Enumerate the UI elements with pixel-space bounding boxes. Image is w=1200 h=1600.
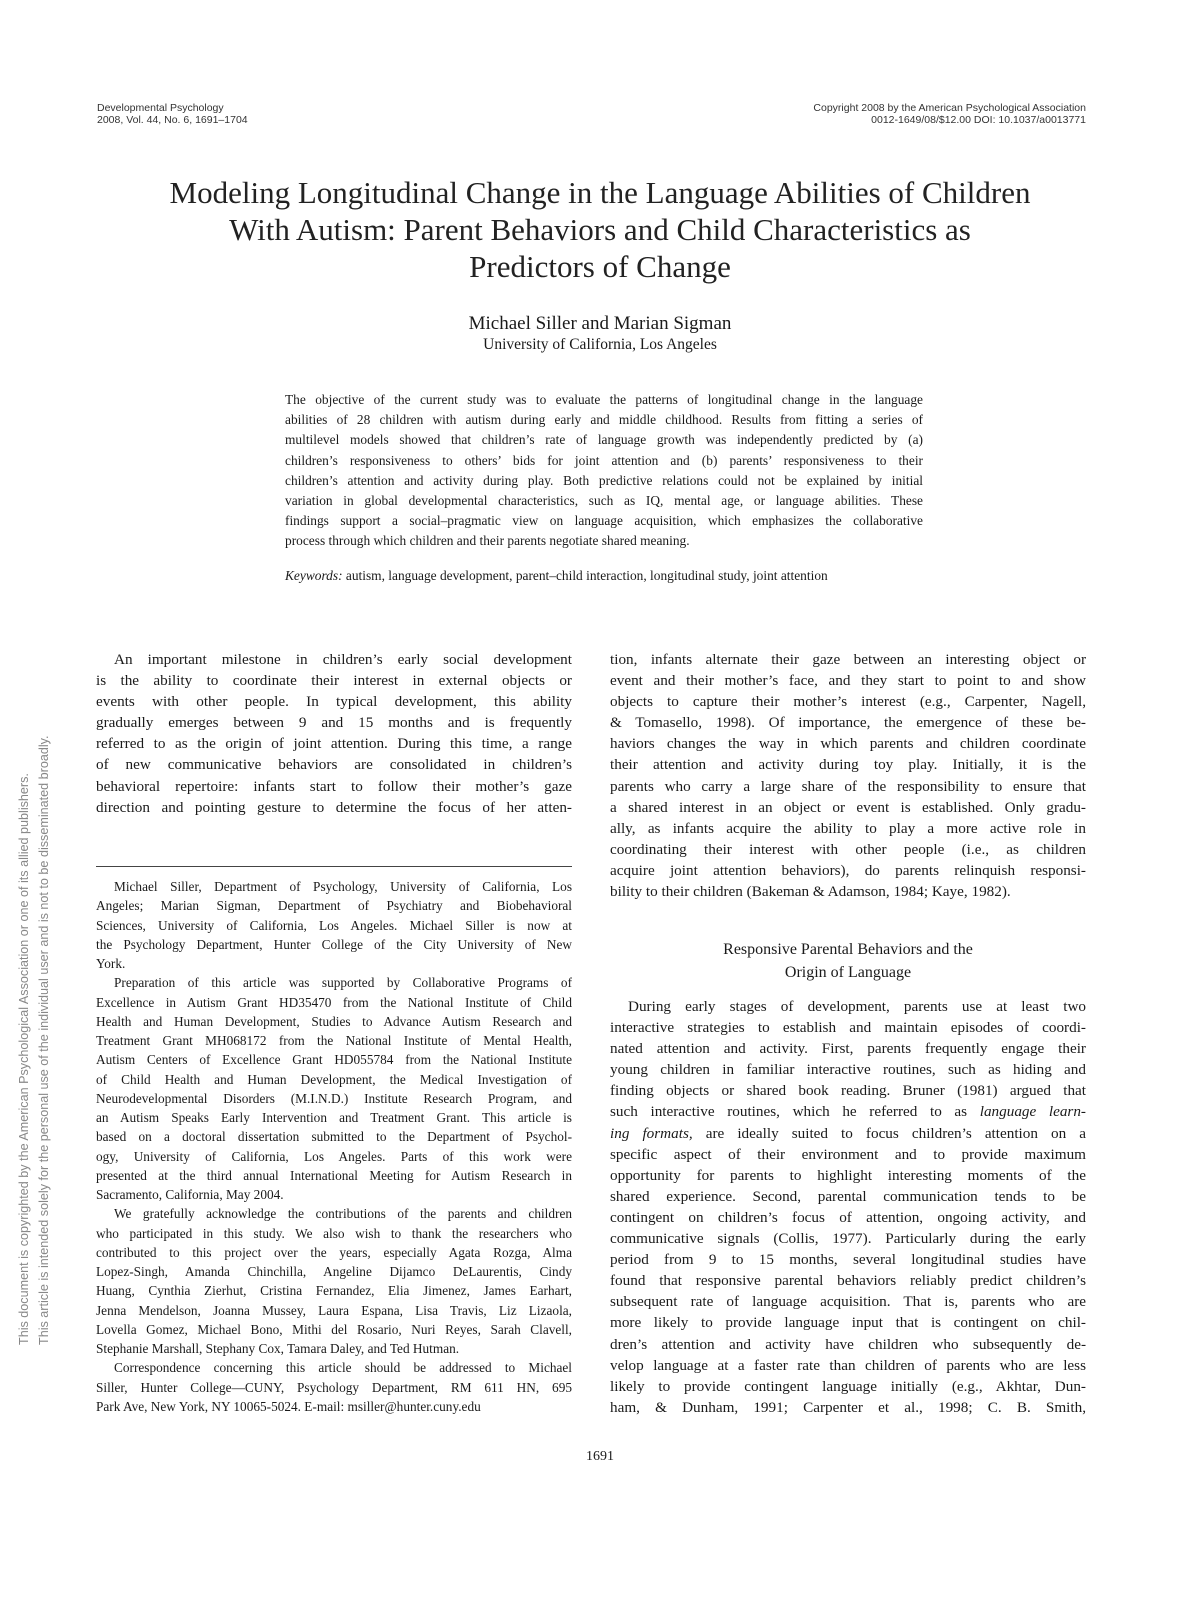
side-notice-line: This article is intended solely for the personal use of the individual user and is not to be disseminated broadly. [37,735,51,1345]
footnote-line: the Psychology Department, Hunter College of the City University of New [96,936,572,952]
title-line: With Autism: Parent Behaviors and Child Characteristics as [229,212,971,247]
footnote-line: Siller, Hunter College—CUNY, Psychology Department, RM 611 HN, 695 [96,1379,572,1395]
footnote-line: Neurodevelopmental Disorders (M.I.N.D.) Institute Research Program, and [96,1090,572,1106]
copyright-line: Copyright 2008 by the American Psychological Association [813,102,1086,114]
body-line: period from 9 to 15 months, several longitudinal studies have [610,1251,1086,1269]
body-line: young children in familiar interactive routines, such as hiding and [610,1061,1086,1079]
body-line: contingent on children’s focus of attention, ongoing activity, and [610,1208,1086,1226]
volume-info: 2008, Vol. 44, No. 6, 1691–1704 [97,114,248,126]
body-line: their attention and activity during toy play. Initially, it is the [610,756,1086,774]
body-line: events with other people. In typical development, this ability [96,693,572,711]
footnote-line: Sciences, University of California, Los Angeles. Michael Siller is now at [96,917,572,933]
body-line [610,1123,1086,1144]
body-line: finding objects or shared book reading. Bruner (1981) argued that [610,1082,1086,1100]
author-notes [96,877,572,1416]
body-text: such interactive routines, which he referred to as [610,1103,968,1121]
left-column-intro [96,649,572,818]
body-line: haviors changes the way in which parents and children coordinate [610,735,1086,753]
footnote-line: Jenna Mendelson, Joanna Mussey, Laura Espana, Lisa Travis, Liz Lizaola, [96,1302,572,1318]
body-line: nated attention and activity. First, parents frequently engage their [610,1040,1086,1058]
footnote-line: Treatment Grant MH068172 from the National Institute of Mental Health, [96,1033,572,1048]
keywords-label: Keywords: [285,568,343,583]
body-line: shared experience. Second, parental communication tends to be [610,1187,1086,1205]
body-line: specific aspect of their environment and to provide maximum [610,1145,1086,1163]
body-line: During early stages of development, parents use at least two [628,998,1086,1015]
body-line [610,1101,1086,1122]
footnote-line: contributed to this project over the years, especially Agata Rozga, Alma [96,1244,572,1260]
footnote-divider [96,866,572,867]
abstract [285,390,923,552]
title-line: Modeling Longitudinal Change in the Language Abilities of Children [169,175,1031,210]
body-line: coordinating their interest with other people (i.e., as children [610,840,1086,858]
section-body [610,996,1086,1418]
footnote-line: Lovella Gomez, Michael Bono, Mithi del Rosario, Nuri Reyes, Sarah Clavell, [96,1321,572,1337]
body-line: parents who carry a large share of the responsibility to ensure that [610,777,1086,795]
page-number: 1691 [586,1449,614,1464]
body-line: a shared interest in an object or event is established. Only gradu- [610,798,1086,816]
body-line: direction and pointing gesture to determine the focus of her atten- [96,798,572,816]
abstract-line: abilities of 28 children with autism during early and middle childhood. Results from fitting a series of [285,412,923,428]
body-line: tion, infants alternate their gaze between an interesting object or [610,651,1086,668]
body-line: likely to provide contingent language initially (e.g., Akhtar, Dun- [610,1377,1086,1395]
body-line: acquire joint attention behaviors), do parents relinquish responsi- [610,861,1086,879]
author-affiliation: University of California, Los Angeles [483,336,717,353]
body-line: subsequent rate of language acquisition. That is, parents who are [610,1293,1086,1311]
right-column-intro [610,649,1086,902]
abstract-line: children’s attention and activity during play. Both predictive relations could not be explained by initial [285,472,923,488]
copyright-header [813,102,1086,126]
author-names: Michael Siller and Marian Sigman [468,313,732,334]
italic-term: ing formats, [610,1124,693,1142]
body-line: behavioral repertoire: infants start to follow their mother’s gaze [96,777,572,795]
abstract-line: findings support a social–pragmatic view on language acquisition, which emphasizes the collaborative [285,513,923,529]
body-line: An important milestone in children’s early social development [114,651,572,668]
footnote-line: an Autism Speaks Early Intervention and Treatment Grant. This article is [96,1110,572,1125]
footnote-line: Sacramento, California, May 2004. [96,1187,284,1202]
side-notice-line: This document is copyrighted by the American Psychological Association or one of its allied publishers. [17,773,31,1345]
footnote-line: We gratefully acknowledge the contributions of the parents and children [114,1206,572,1222]
footnote-line: Correspondence concerning this article should be addressed to Michael [114,1360,572,1376]
body-line: referred to as the origin of joint attention. During this time, a range [96,735,572,753]
footnote-line: ogy, University of California, Los Angeles. Parts of this work were [96,1148,572,1164]
body-line: of new communicative behaviors are consolidated in children’s [96,756,572,774]
section-heading-line: Origin of Language [784,964,912,981]
body-line: bility to their children (Bakeman & Adamson, 1984; Kaye, 1982). [610,883,1011,901]
abstract-line: children’s responsiveness to others’ bids for joint attention and (b) parents’ responsiveness to their [285,452,923,468]
footnote-line: Huang, Cynthia Zierhut, Cristina Fernandez, Elia Jimenez, James Earhart, [96,1283,572,1299]
footnote-line: Lopez-Singh, Amanda Chinchilla, Angeline Dijamco DeLaurentis, Cindy [96,1264,572,1279]
body-line: objects to capture their mother’s interest (e.g., Carpenter, Nagell, [610,693,1086,711]
copyright-side-notice [14,425,54,1345]
footnote-line: based on a doctoral dissertation submitted to the Department of Psychol- [96,1129,572,1145]
body-line: communicative signals (Collis, 1977). Particularly during the early [610,1230,1086,1248]
body-line: & Tomasello, 1998). Of importance, the emergence of these be- [610,714,1086,732]
footnote-line: Angeles; Marian Sigman, Department of Psychiatry and Biobehavioral [96,898,572,914]
body-line: found that responsive parental behaviors reliably predict children’s [610,1272,1086,1290]
body-line: dren’s attention and activity have children who subsequently de- [610,1335,1086,1353]
abstract-line: multilevel models showed that children’s rate of language growth was independently predicted by (a) [285,432,923,448]
body-line: opportunity for parents to highlight interesting moments of the [610,1166,1086,1184]
section-heading-line: Responsive Parental Behaviors and the [723,941,973,958]
footnote-line: Park Ave, New York, NY 10065-5024. E-mail: msiller@hunter.cuny.edu [96,1398,481,1414]
body-line: interactive strategies to establish and maintain episodes of coordi- [610,1019,1086,1037]
italic-term: language learn- [979,1103,1086,1121]
footnote-line: presented at the third annual International Meeting for Autism Research in [96,1167,572,1183]
footnote-line: Stephanie Marshall, Stephany Cox, Tamara Daley, and Ted Hutman. [96,1341,460,1356]
body-text: are ideally suited to focus children’s attention on a [692,1124,1086,1142]
keywords [285,566,925,586]
body-line: event and their mother’s face, and they start to point to and show [610,672,1086,690]
article-title [100,174,1100,285]
journal-header [97,102,248,126]
footnote-line: Excellence in Autism Grant HD35470 from the National Institute of Child [96,994,572,1010]
body-line: ally, as infants acquire the ability to play a more active role in [610,819,1086,837]
section-heading [610,938,1086,984]
footnote-line: Preparation of this article was supported by Collaborative Programs of [114,975,572,991]
footnote-line: York. [96,956,126,971]
abstract-line: process through which children and their parents negotiate shared meaning. [285,533,690,549]
footnote-line: Michael Siller, Department of Psychology, University of California, Los [114,879,572,894]
doi-line: 0012-1649/08/$12.00 DOI: 10.1037/a0013771 [871,114,1086,126]
abstract-line: variation in global developmental characteristics, such as IQ, mental age, or language abilities. These [285,493,923,509]
abstract-line: The objective of the current study was to evaluate the patterns of longitudinal change in the language [285,392,923,407]
body-line: gradually emerges between 9 and 15 months and is frequently [96,714,572,732]
journal-name: Developmental Psychology [97,102,224,114]
body-line: more likely to provide language input that is contingent on chil- [610,1314,1086,1332]
keywords-text: autism, language development, parent–child interaction, longitudinal study, joint attention [342,568,828,583]
footnote-line: who participated in this study. We also wish to thank the researchers who [96,1225,572,1241]
body-line: ham, & Dunham, 1991; Carpenter et al., 1998; C. B. Smith, [610,1398,1086,1416]
body-line: is the ability to coordinate their interest in external objects or [96,672,572,690]
footnote-line: of Child Health and Human Development, the Medical Investigation of [96,1071,572,1087]
title-line: Predictors of Change [469,249,731,284]
footnote-line: Autism Centers of Excellence Grant HD055784 from the National Institute [96,1052,572,1068]
footnote-line: Health and Human Development, Studies to Advance Autism Research and [96,1013,572,1029]
body-line: velop language at a faster rate than children of parents who are less [610,1356,1086,1374]
